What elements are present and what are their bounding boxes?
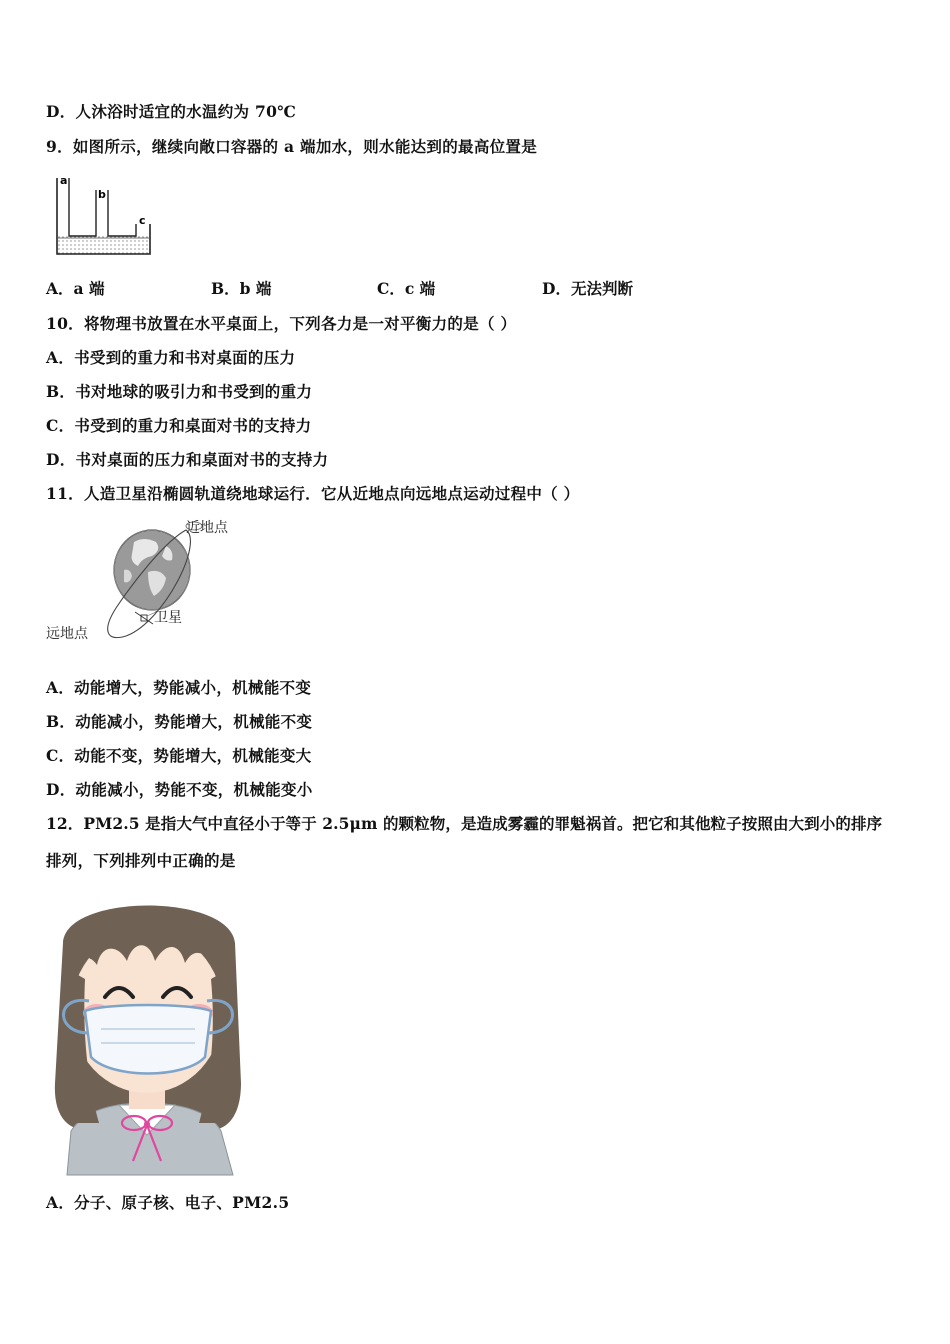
- q11-label-satellite: 卫星: [154, 610, 182, 626]
- q9-label-a: a: [60, 174, 68, 187]
- q10-option-d: D．书对桌面的压力和桌面对书的支持力: [46, 450, 329, 469]
- q9-option-c: C．c 端: [377, 279, 436, 298]
- q9-label-c: c: [139, 214, 146, 227]
- q11-option-c: C．动能不变，势能增大，机械能变大: [46, 746, 312, 765]
- q9-stem: 9．如图所示，继续向敞口容器的 a 端加水，则水能达到的最高位置是: [46, 137, 538, 156]
- q10-stem: 10．将物理书放置在水平桌面上，下列各力是一对平衡力的是（ ）: [46, 314, 517, 333]
- q9-option-b: B．b 端: [211, 279, 272, 298]
- q11-option-b: B．动能减小，势能增大，机械能不变: [46, 712, 313, 731]
- q9-options: [46, 279, 746, 299]
- q9-option-a: A．a 端: [46, 279, 105, 298]
- q11-label-apogee: 远地点: [46, 626, 88, 642]
- q11-option-a: A．动能增大，势能减小，机械能不变: [46, 678, 312, 697]
- q10-option-b: B．书对地球的吸引力和书受到的重力: [46, 382, 313, 401]
- q12-masked-girl-illustration: [45, 883, 250, 1178]
- q10-option-a: A．书受到的重力和书对桌面的压力: [46, 348, 296, 367]
- q8-option-d: D．人沐浴时适宜的水温约为 70℃: [46, 102, 297, 121]
- q11-option-d: D．动能减小，势能不变，机械能变小: [46, 780, 313, 799]
- q11-stem: 11．人造卫星沿椭圆轨道绕地球运行．它从近地点向远地点运动过程中（ ）: [46, 484, 580, 503]
- q12-option-a: A．分子、原子核、电子、PM2.5: [46, 1193, 290, 1212]
- q11-orbit-figure: [44, 512, 244, 647]
- q9-container-figure: [50, 172, 162, 262]
- q10-option-c: C．书受到的重力和桌面对书的支持力: [46, 416, 312, 435]
- q11-label-perigee: 近地点: [186, 520, 228, 536]
- q12-stem-line2: 排列，下列排列中正确的是: [46, 851, 236, 870]
- q9-label-b: b: [98, 188, 106, 201]
- q9-option-d: D．无法判断: [542, 279, 633, 298]
- q12-stem-line1: 12．PM2.5 是指大气中直径小于等于 2.5μm 的颗粒物，是造成雾霾的罪魁祸首。把它和其他粒子按照由大到小的排序: [46, 814, 883, 833]
